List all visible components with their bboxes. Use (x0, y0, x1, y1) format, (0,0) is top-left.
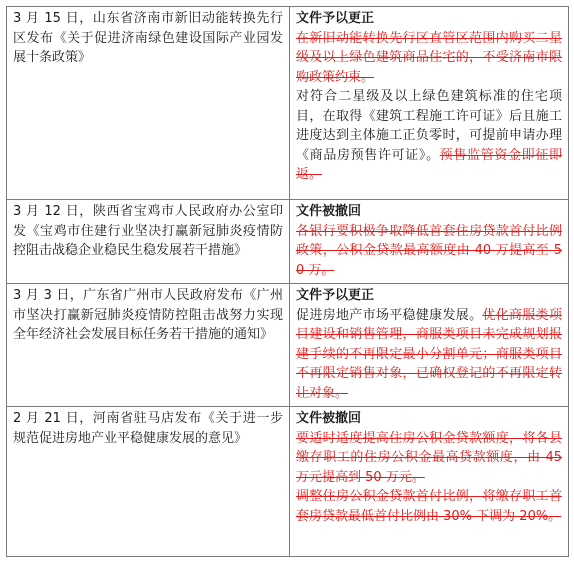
table-row (7, 200, 569, 284)
struck-text: 优化商服类项目建设和销售管理，商服类项目未完成规划报建手续的不再限定最小分割单元；商服类项目不再限定销售对象，已确权登记的不再限定转让对象。 (296, 307, 562, 401)
table-row (7, 7, 569, 200)
struck-text: 在新旧动能转换先行区直管区范围内购买二星级及以上绿色建筑商品住宅的，不受济南市限购政策约束。 (296, 30, 562, 85)
policy-source-cell: 2 月 21 日，河南省驻马店发布《关于进一步规范促进房地产业平稳健康发展的意见》 (7, 407, 290, 557)
policy-source-cell: 3 月 15 日，山东省济南市新旧动能转换先行区发布《关于促进济南绿色建设国际产业园发展十条政策》 (7, 7, 290, 200)
struck-text: 预售监管资金即征即返。 (296, 147, 562, 182)
change-status: 文件予以更正 (296, 11, 375, 26)
policy-source-cell: 3 月 12 日，陕西省宝鸡市人民政府办公室印发《宝鸡市住建行业坚决打赢新冠肺炎疫情防控阻击战稳企业稳民生稳发展若干措施》 (7, 200, 290, 284)
policy-change-cell (290, 284, 569, 407)
struck-text: 要适时适度提高住房公积金贷款额度，将各县缴存职工的住房公积金最高贷款额度，由 45 万元提高到 50 万元。 (296, 430, 562, 485)
change-status: 文件被撤回 (296, 411, 362, 426)
struck-text: 各银行要积极争取降低首套住房贷款首付比例政策，公积金贷款最高额度由 40 万提高至 50 万。 (296, 223, 562, 278)
table-row (7, 407, 569, 557)
change-status: 文件予以更正 (296, 288, 375, 303)
retained-text: 对符合二星级及以上绿色建筑标准的住宅项目，在取得《建筑工程施工许可证》后且施工进度达到主体施工正负零时，可提前申请办理《商品房预售许可证》。 (296, 89, 562, 163)
policy-change-cell (290, 200, 569, 284)
table-row (7, 284, 569, 407)
policy-change-cell (290, 407, 569, 557)
policy-source-cell: 3 月 3 日，广东省广州市人民政府发布《广州市坚决打赢新冠肺炎疫情防控阻击战努力实现全年经济社会发展目标任务若干措施的通知》 (7, 284, 290, 407)
struck-text: 调整住房公积金贷款首付比例，将缴存职工首套房贷款最低首付比例由 30% 下调为 20%。 (296, 489, 562, 524)
policy-change-cell (290, 7, 569, 200)
policy-table (6, 6, 569, 557)
change-status: 文件被撤回 (296, 204, 362, 219)
retained-text: 促进房地产市场平稳健康发展。 (296, 307, 483, 323)
